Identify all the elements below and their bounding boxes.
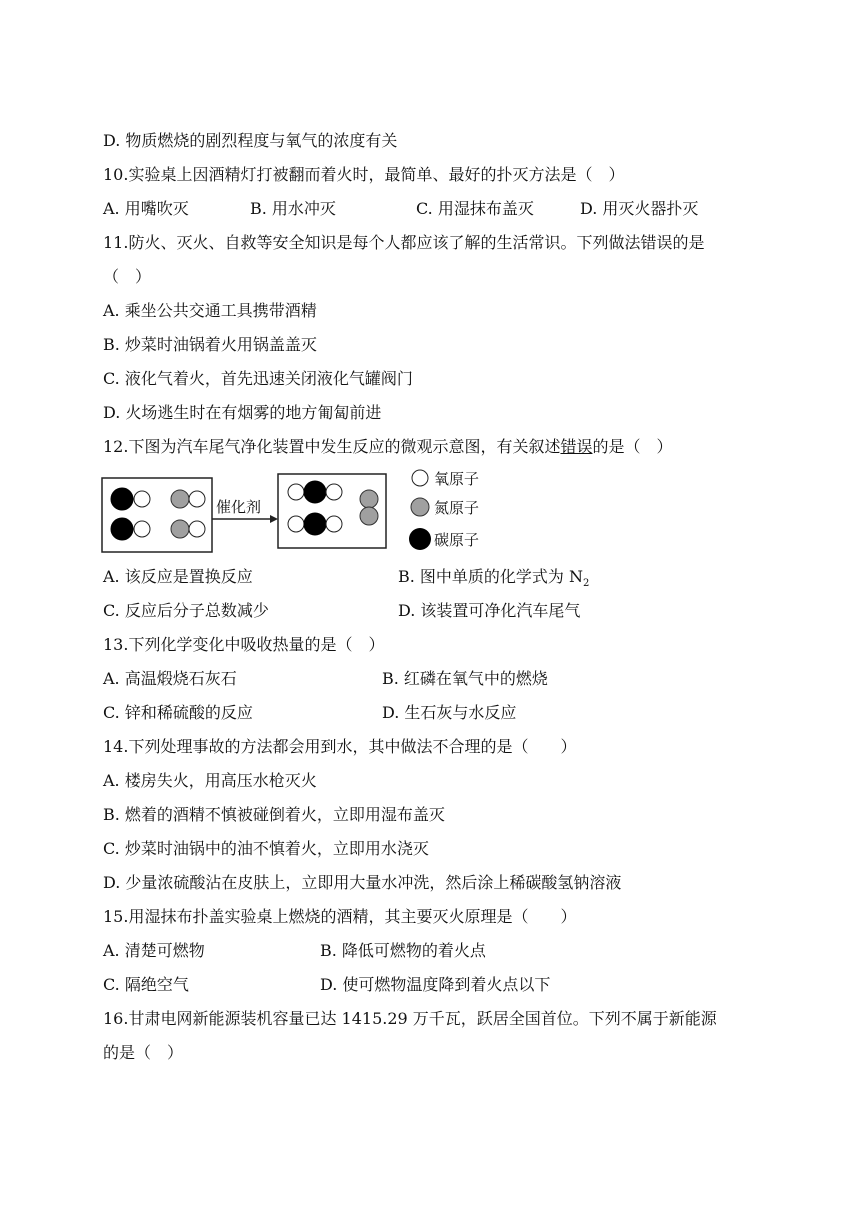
oxygen-atom: [288, 516, 304, 532]
q11-stem-cont: （ ）: [103, 267, 152, 286]
q11-option-c: C. 液化气着火，首先迅速关闭液化气罐阀门: [103, 369, 413, 388]
q15-option-c: C. 隔绝空气: [103, 975, 189, 994]
q12-stem: [103, 436, 672, 458]
q13-option-a: A. 高温煅烧石灰石: [103, 669, 237, 688]
q10-option-b: B. 用水冲灭: [250, 199, 336, 218]
q11-stem: 11.防火、灭火、自救等安全知识是每个人都应该了解的生活常识。下列做法错误的是: [103, 233, 705, 252]
q13-option-c: C. 锌和稀硫酸的反应: [103, 703, 253, 722]
q16-stem-cont: 的是（ ）: [103, 1043, 184, 1062]
q10-stem: 10.实验桌上因酒精灯打被翻而着火时，最简单、最好的扑灭方法是（ ）: [103, 165, 625, 184]
q12-option-a: A. 该反应是置换反应: [103, 567, 253, 586]
q13-option-b: B. 红磷在氧气中的燃烧: [382, 669, 548, 688]
legend-carbon-label: 碳原子: [434, 532, 480, 549]
q15-option-d: D. 使可燃物温度降到着火点以下: [320, 975, 551, 994]
q16-stem: 16.甘肃电网新能源装机容量已达 1415.29 万千瓦，跃居全国首位。下列不属于新能源: [103, 1009, 717, 1028]
carbon-atom: [111, 488, 133, 510]
q10-option-a: A. 用嘴吹灭: [103, 199, 189, 218]
q12-stem-underlined: 错误: [560, 437, 593, 456]
oxygen-atom: [326, 484, 342, 500]
q13-option-d: D. 生石灰与水反应: [382, 703, 517, 722]
q14-option-b: B. 燃着的酒精不慎被碰倒着火，立即用湿布盖灭: [103, 805, 445, 824]
q11-option-d: D. 火场逃生时在有烟雾的地方匍匐前进: [103, 403, 382, 422]
q15-option-b: B. 降低可燃物的着火点: [320, 941, 486, 960]
nitrogen-atom: [171, 490, 189, 508]
q10-option-c: C. 用湿抹布盖灭: [416, 199, 534, 218]
q14-option-a: A. 楼房失火，用高压水枪灭火: [103, 771, 317, 790]
q12-stem-prefix: 12.下图为汽车尾气净化装置中发生反应的微观示意图，有关叙述: [103, 437, 561, 456]
q15-option-a: A. 清楚可燃物: [103, 941, 205, 960]
legend-carbon-icon: [409, 528, 431, 550]
legend-nitrogen-icon: [411, 498, 429, 516]
q10-option-d: D. 用灭火器扑灭: [580, 199, 699, 218]
carbon-atom: [304, 481, 326, 503]
q12-option-c: C. 反应后分子总数减少: [103, 601, 269, 620]
nitrogen-atom: [360, 507, 378, 525]
q15-stem: 15.用湿抹布扑盖实验桌上燃烧的酒精，其主要灭火原理是（ ）: [103, 907, 577, 926]
q12-option-d: D. 该装置可净化汽车尾气: [398, 601, 581, 620]
q13-stem: 13.下列化学变化中吸收热量的是（ ）: [103, 635, 385, 654]
q14-option-d: D. 少量浓硫酸沾在皮肤上，立即用大量水冲洗，然后涂上稀碳酸氢钠溶液: [103, 873, 622, 892]
q12-option-b-sub: 2: [583, 578, 590, 590]
carbon-atom: [304, 513, 326, 535]
nitrogen-atom: [360, 490, 378, 508]
q12-option-b-text: B. 图中单质的化学式为 N: [398, 567, 584, 586]
oxygen-atom: [134, 521, 150, 537]
q9-option-d: D. 物质燃烧的剧烈程度与氧气的浓度有关: [103, 131, 398, 150]
carbon-atom: [111, 518, 133, 540]
nitrogen-atom: [171, 520, 189, 538]
legend-oxygen-icon: [412, 470, 428, 486]
legend-nitrogen-label: 氮原子: [434, 500, 480, 517]
oxygen-atom: [189, 491, 205, 507]
q11-option-b: B. 炒菜时油锅着火用锅盖盖灭: [103, 335, 317, 354]
q14-stem: 14.下列处理事故的方法都会用到水，其中做法不合理的是（ ）: [103, 737, 577, 756]
catalyst-label: 催化剂: [216, 499, 262, 516]
q12-option-b: [398, 566, 589, 595]
oxygen-atom: [288, 484, 304, 500]
oxygen-atom: [326, 516, 342, 532]
q12-stem-suffix: 的是（ ）: [592, 437, 673, 456]
reaction-diagram: [100, 466, 520, 556]
q14-option-c: C. 炒菜时油锅中的油不慎着火，立即用水浇灭: [103, 839, 429, 858]
legend-oxygen-label: 氧原子: [434, 471, 480, 488]
q11-option-a: A. 乘坐公共交通工具携带酒精: [103, 301, 317, 320]
oxygen-atom: [134, 491, 150, 507]
oxygen-atom: [189, 521, 205, 537]
